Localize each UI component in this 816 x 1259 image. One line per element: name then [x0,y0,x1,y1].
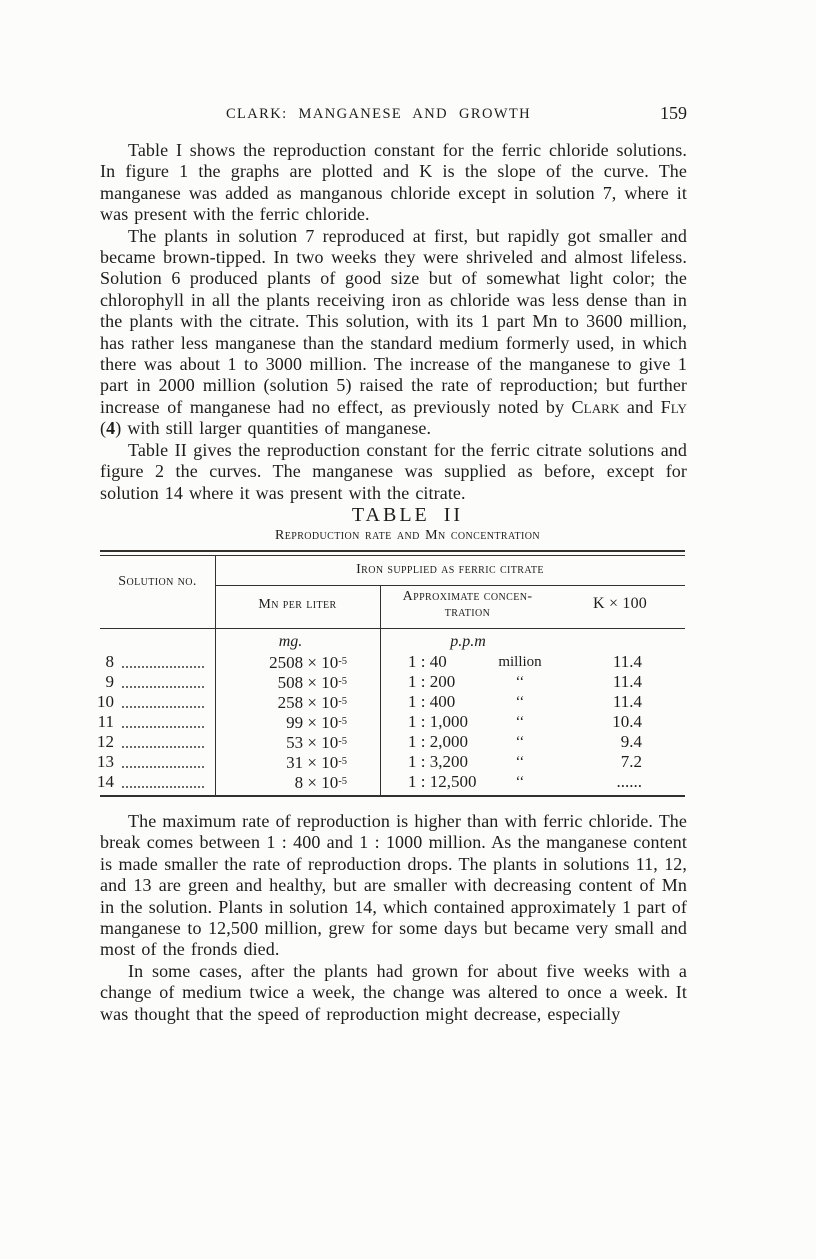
table-rule-under-headers [100,628,685,629]
unit-label-ppm: p.p.m [450,632,486,650]
solution-number: 14 [97,771,114,791]
concentration-unit: ‘‘ [515,693,525,710]
k-value: 11.4 [612,691,642,711]
citation-number: 4 [106,418,116,439]
table-rule-under-span-header [215,585,685,586]
span-header-iron-ferric-citrate: Iron supplied as ferric citrate [356,561,544,577]
solution-number: 12 [97,731,114,751]
mn-mantissa: 258 [277,692,304,712]
mn-mantissa: 53 [286,732,304,752]
k-value: 9.4 [620,731,642,751]
concentration-ratio: 1 : 3,200 [408,751,468,771]
solution-number: 13 [97,751,114,771]
solution-number: 8 [105,651,114,671]
k-value: 11.4 [612,651,642,671]
mn-mantissa: 508 [277,672,304,692]
paragraph-3: Table II gives the reproduction constant for the ferric citrate solutions and figure 2 the curves. The manganese was supplied as before, except for solution 14 where it was present with the citrate. [100,439,687,503]
mn-power-base: × 10 [303,732,339,752]
mn-mantissa: 2508 [269,652,304,672]
approx-header-line2: tration [444,604,491,620]
table-rule-top-light [100,555,685,556]
table-row [100,652,685,672]
k-value: 11.4 [612,671,642,691]
mn-power-base: × 10 [303,692,339,712]
dot-leader [122,696,204,708]
mn-power-base: × 10 [303,712,339,732]
mn-exponent: -5 [338,775,347,787]
concentration-unit: million [498,653,542,670]
dot-leader [122,716,204,728]
mn-exponent: -5 [338,675,347,687]
table-caption: Reproduction rate and Mn concentration [275,527,540,543]
dot-leader [122,776,204,788]
concentration-ratio: 1 : 400 [408,691,456,711]
paragraph-4: The maximum rate of reproduction is higher than with ferric chloride. The break comes between 1 : 400 and 1 : 1000 million. As the manganese content is made smaller the rate of reproduction drops. The plants in solutions 11, 12, and 13 are green and healthy, but are smaller with decreasing content of Mn in the solution. Plants in solution 14, which contained approximately 1 part of manganese to 12,500 million, grew for some days but became very small and most of the fronds died. [100,810,687,960]
concentration-unit: ‘‘ [515,753,525,770]
mn-mantissa: 8 [294,772,304,792]
mn-exponent: -5 [338,735,347,747]
paragraph-2 [100,226,687,440]
solution-number: 11 [97,711,114,731]
paragraph-2-text: and [619,396,661,417]
table-row [97,751,685,772]
concentration-ratio: 1 : 40 [408,651,447,671]
table-row [97,771,685,792]
author-name-fly: Fly [660,396,687,417]
paragraph-2-text: ) with still larger quantities of manganese. [115,418,432,439]
approx-header-line1: Approximate concen- [402,588,533,604]
paragraph-1: Table I shows the reproduction constant for the ferric chloride solutions. In figure 1 the graphs are plotted and K is the slope of the curve. The manganese was added as manganous chloride except in solution 7, where it was present with the ferric chloride. [100,140,687,225]
page-number: 159 [660,103,687,123]
column-header-approx-concentration [380,589,555,621]
mn-power-base: × 10 [303,752,339,772]
table-rule-bottom [100,795,685,797]
mn-value [230,652,347,673]
mn-exponent: -5 [338,715,347,727]
column-header-mn-per-liter: Mn per liter [258,596,337,612]
mn-power-base: × 10 [303,672,339,692]
concentration-unit: ‘‘ [515,733,525,750]
mn-power-base: × 10 [303,652,339,672]
table-row [100,672,685,692]
author-name-clark: Clark [571,396,620,417]
mn-value [230,732,347,753]
dot-leader [122,656,204,668]
table-body [97,651,685,792]
paragraph-5: In some cases, after the plants had grown for about five weeks with a change of medium twice a week, the change was altered to once a week. It was thought that the speed of reproduction might decrease, especially [100,960,687,1024]
mn-value [230,712,347,733]
concentration-ratio: 1 : 12,500 [408,771,477,791]
concentration-ratio: 1 : 200 [408,671,456,691]
mn-value [230,672,347,693]
mn-exponent: -5 [338,655,347,667]
concentration-unit: ‘‘ [515,713,525,730]
solution-number: 10 [97,691,114,711]
solution-number: 9 [105,671,114,691]
table-row [97,731,685,752]
table-title: TABLE II [351,503,464,526]
data-table [97,550,687,798]
mn-exponent: -5 [338,695,347,707]
paragraph-2-text: The plants in solution 7 reproduced at first, but rapidly got smaller and became brown-tipped. In two weeks they were shriveled and almost lifeless. Solution 6 produced plants of good size but of somewhat light color; the chlorophyll in all the plants receiving iron as chloride was less dense than in the plants with the citrate. This solution, with its 1 part Mn to 3600 million, has rather less manganese than the standard medium formerly used, in which there was about 1 to 3000 million. The increase of the manganese to give 1 part in 2000 million (solution 5) raised the rate of reproduction; but further increase of manganese had no effect, as previously noted by [100,225,687,417]
mn-mantissa: 31 [286,752,304,772]
table-row [97,691,685,712]
mn-mantissa: 99 [286,712,304,732]
dot-leader [122,736,204,748]
dot-leader [122,756,204,768]
dot-leader [122,676,204,688]
table-row [97,711,685,732]
k-value: ...... [616,771,642,791]
running-head-title: CLARK: MANGANESE AND GROWTH [225,106,532,122]
table-rule-top-heavy [100,550,685,552]
column-header-solution-no: Solution no. [118,573,197,589]
concentration-unit: ‘‘ [515,773,525,790]
mn-value [230,772,347,793]
mn-exponent: -5 [338,755,347,767]
column-header-k-times-100: K × 100 [593,594,647,612]
concentration-unit: ‘‘ [515,673,525,690]
k-value: 10.4 [612,711,642,731]
paragraph-2-text: ( [100,418,107,439]
mn-power-base: × 10 [303,772,339,792]
mn-value [230,752,347,773]
unit-label-mg: mg. [278,632,303,650]
body-text [97,140,687,1025]
mn-value [230,692,347,713]
concentration-ratio: 1 : 2,000 [408,731,468,751]
k-value: 7.2 [620,751,642,771]
concentration-ratio: 1 : 1,000 [408,711,468,731]
running-head [100,103,687,125]
